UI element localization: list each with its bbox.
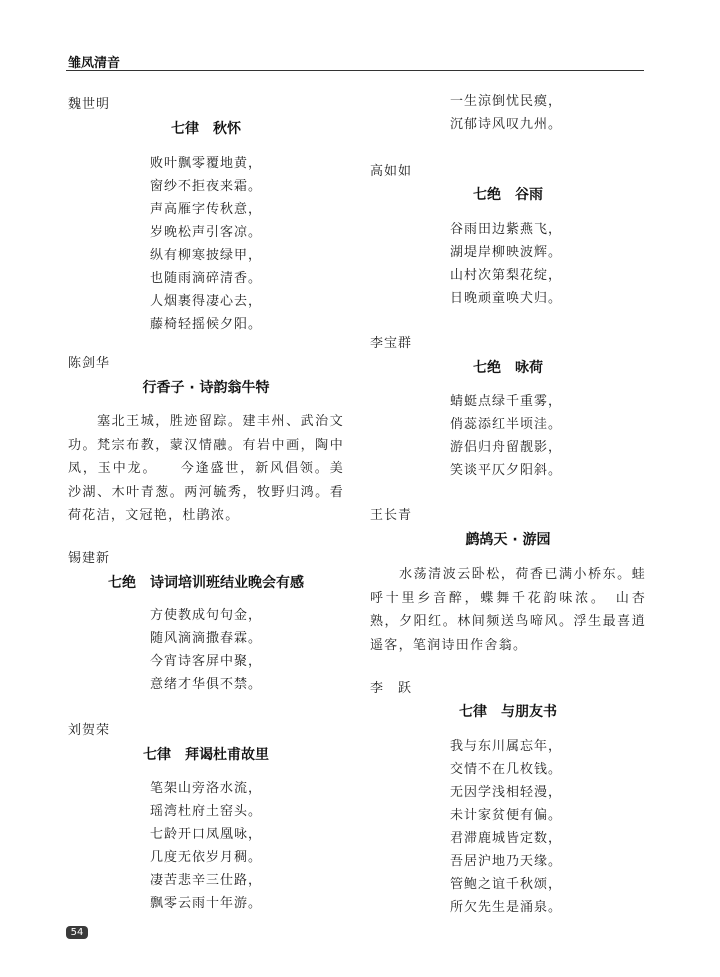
poem-title: 行香子 · 诗韵翁牛特 bbox=[142, 380, 270, 396]
poem-title: 七律 秋怀 bbox=[171, 121, 241, 137]
poem-title: 七绝 诗词培训班结业晚会有感 bbox=[108, 575, 304, 591]
verse-line: 我与东川属忘年， bbox=[450, 739, 563, 754]
verse-line: 随风滴滴撒春霖。 bbox=[150, 631, 263, 646]
poem-title: 七绝 咏荷 bbox=[473, 360, 543, 376]
verse-line: 声高雁字传秋意， bbox=[150, 202, 263, 217]
verse-line: 今宵诗客屏中聚， bbox=[150, 654, 263, 669]
verse-line: 凄苦悲辛三仕路， bbox=[150, 873, 263, 888]
verse-line: 七龄开口凤凰咏， bbox=[150, 827, 263, 842]
verse-line: 所欠先生是涌泉。 bbox=[450, 900, 563, 915]
poem-author: 陈剑华 bbox=[68, 356, 111, 371]
verse-line: 管鲍之谊千秋颂， bbox=[450, 877, 563, 892]
verse-line: 方使教成句句金， bbox=[150, 608, 263, 623]
verse-line: 人烟裹得凄心去， bbox=[150, 294, 263, 309]
poem-author: 高如如 bbox=[370, 164, 413, 179]
verse-line: 意绪才华俱不禁。 bbox=[150, 677, 263, 692]
poem-author: 李宝群 bbox=[370, 336, 413, 351]
poem-title: 七绝 谷雨 bbox=[473, 187, 543, 203]
verse-line: 未计家贫便有偏。 bbox=[450, 808, 563, 823]
verse-line: 也随雨滴碎清香。 bbox=[150, 271, 263, 286]
poem-prose: 水荡清波云卧松，荷香已满小桥东。蛙呼十里乡音醉，蝶舞千花韵味浓。 山杏熟，夕阳红。林间频送鸟啼风。浮生最喜逍遥客，笔润诗田作舍翁。 bbox=[370, 567, 646, 653]
poem-verse bbox=[450, 390, 720, 482]
verse-line: 蜻蜓点绿千重雾， bbox=[450, 394, 563, 409]
poem-author: 刘贺荣 bbox=[68, 723, 111, 738]
verse-line: 一生涼倒忧民瘼， bbox=[450, 94, 563, 109]
poem-verse bbox=[450, 218, 720, 310]
verse-line: 藤椅轻摇候夕阳。 bbox=[150, 317, 263, 332]
verse-line: 谷雨田边紫燕飞， bbox=[450, 222, 563, 237]
poem-verse-continued bbox=[450, 90, 720, 136]
verse-line: 君滞鹿城皆定数， bbox=[450, 831, 563, 846]
verse-line: 笔架山旁洛水流， bbox=[150, 781, 263, 796]
verse-line: 岁晚松声引客凉。 bbox=[150, 225, 263, 240]
verse-line: 交情不在几枚钱。 bbox=[450, 762, 563, 777]
verse-line: 湖堤岸柳映波辉。 bbox=[450, 245, 563, 260]
poem-verse bbox=[450, 735, 720, 919]
header-rule bbox=[66, 70, 644, 71]
verse-line: 俏蕊添红半顷洼。 bbox=[450, 417, 563, 432]
poem-verse bbox=[150, 152, 426, 336]
verse-line: 吾居沪地乃天缘。 bbox=[450, 854, 563, 869]
poem-prose: 塞北王城，胜迹留踪。建丰州、武治文功。梵宗布教，蒙汉情融。有岩中画，陶中凤，玉中龙。 今逢盛世，新风倡领。美沙湖、木叶青葱。两河毓秀，牧野归鸿。看荷花洁，文冠艳，杜鹃浓。 bbox=[68, 414, 344, 523]
verse-line: 沉郁诗风叹九州。 bbox=[450, 117, 563, 132]
verse-line: 无因学浅相轻漫， bbox=[450, 785, 563, 800]
poem-author: 李 跃 bbox=[370, 681, 413, 696]
verse-line: 飘零云雨十年游。 bbox=[150, 896, 263, 911]
poem-title: 鹧鸪天 · 游园 bbox=[465, 532, 551, 548]
verse-line: 几度无依岁月稠。 bbox=[150, 850, 263, 865]
verse-line: 纵有柳寒披绿甲， bbox=[150, 248, 263, 263]
verse-line: 瑶湾杜府土窑头。 bbox=[150, 804, 263, 819]
verse-line: 游侣归舟留靓影， bbox=[450, 440, 563, 455]
poem-title: 七律 拜谒杜甫故里 bbox=[143, 747, 269, 763]
verse-line: 日晚顽童唤犬归。 bbox=[450, 291, 563, 306]
poem-title: 七律 与朋友书 bbox=[459, 704, 557, 720]
page-number-badge: 54 bbox=[66, 926, 88, 939]
poem-author: 锡建新 bbox=[68, 551, 111, 566]
verse-line: 窗纱不拒夜来霜。 bbox=[150, 179, 263, 194]
verse-line: 笑谈平仄夕阳斜。 bbox=[450, 463, 563, 478]
poem-verse bbox=[150, 777, 426, 915]
poem-author: 王长青 bbox=[370, 508, 413, 523]
verse-line: 山村次第梨花绽， bbox=[450, 268, 563, 283]
poem-author: 魏世明 bbox=[68, 97, 111, 112]
verse-line: 败叶飘零覆地黄， bbox=[150, 156, 263, 171]
running-header-title: 雏凤清音 bbox=[68, 56, 121, 71]
